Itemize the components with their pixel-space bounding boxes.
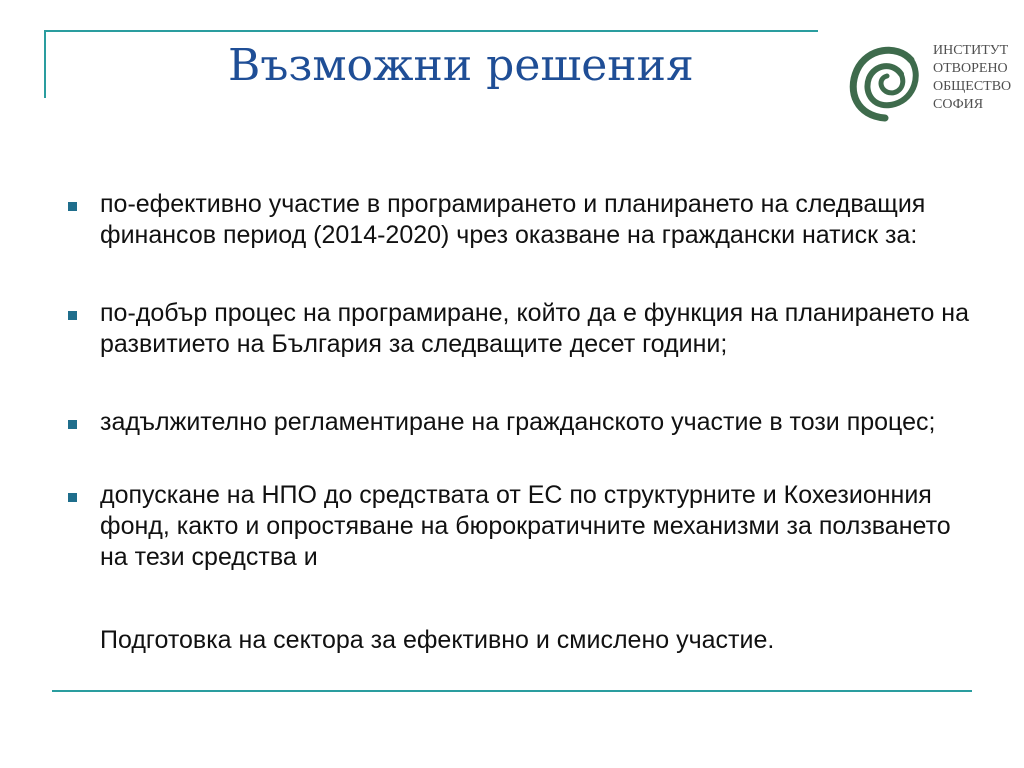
logo-text (933, 42, 1011, 114)
frame-top-line (44, 30, 818, 32)
spiral-logo-icon (845, 40, 925, 130)
bullet-marker (68, 202, 77, 211)
list-item: по-ефективно участие в програмирането и планирането на следващия финансов период (2014-2020) чрез оказване на граждански натиск за: (100, 190, 926, 249)
bullet-marker (68, 493, 77, 502)
slide-title: Възможни решения (228, 40, 694, 91)
logo-line: ИНСТИТУТ (933, 43, 1009, 58)
bullet-marker (68, 420, 77, 429)
closing-line: Подготовка на сектора за ефективно и смислено участие. (100, 626, 775, 654)
frame-left-line (44, 30, 46, 98)
logo-line: ОТВОРЕНО (933, 61, 1008, 76)
list-item: по-добър процес на програмиране, който да е функция на планирането на развитието на България за следващите десет години; (100, 299, 970, 358)
logo-line: СОФИЯ (933, 97, 984, 112)
list-item: допускане на НПО до средствата от ЕС по структурните и Кохезионния фонд, както и опростяване на бюрократичните механизми за ползването на тези средства и (100, 481, 951, 571)
institute-logo (845, 40, 1020, 130)
frame-bottom-line (52, 690, 972, 692)
list-item: задължително регламентиране на гражданското участие в този процес; (100, 408, 936, 436)
logo-line: ОБЩЕСТВО (933, 79, 1012, 94)
bullet-marker (68, 311, 77, 320)
